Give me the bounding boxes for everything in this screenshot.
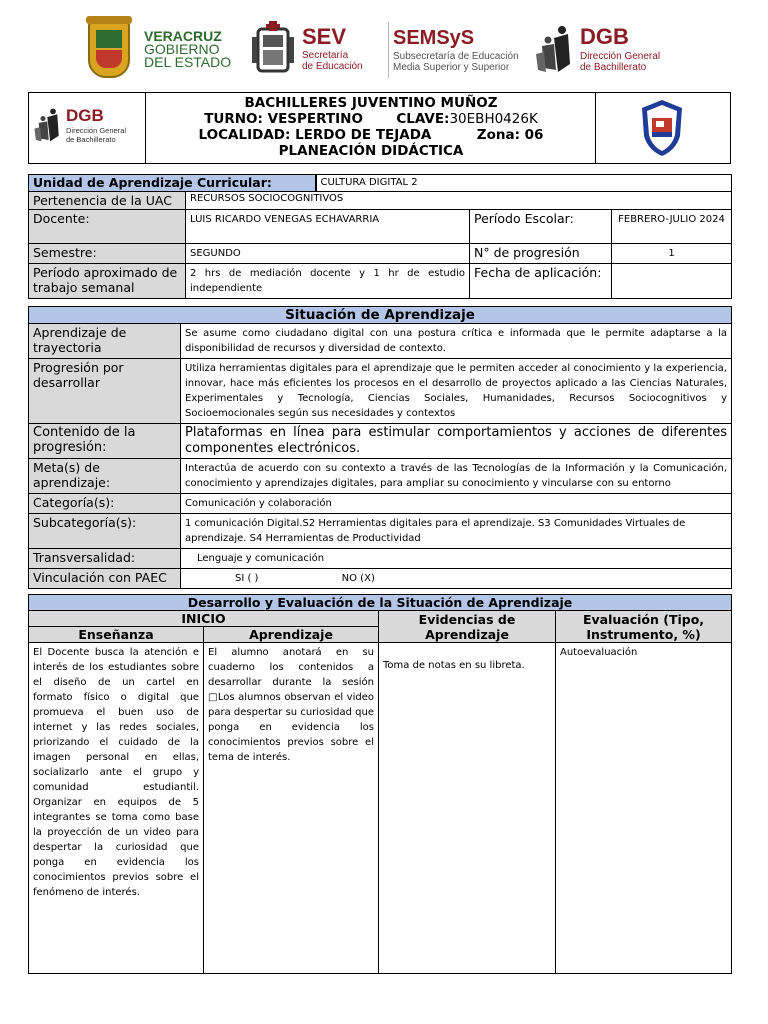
situacion-label: Vinculación con PAEC [29, 569, 181, 589]
unidad-value: CULTURA DIGITAL 2 [316, 175, 732, 192]
situacion-row [29, 569, 732, 589]
situacion-label: Contenido de la progresión: [29, 424, 181, 459]
semestre-row [29, 244, 732, 264]
situacion-row [29, 494, 732, 514]
inicio-header: INICIO [29, 611, 379, 627]
evaluacion-header: Evaluación (Tipo, Instrumento, %) [556, 611, 732, 643]
trabajo-row [29, 264, 732, 299]
situacion-row [29, 424, 732, 459]
semsys-line1: Subsecretaría de Educación [393, 50, 519, 62]
turno-clave-line [147, 111, 595, 127]
school-header [28, 92, 731, 164]
situacion-row [29, 359, 732, 424]
situacion-label: Aprendizaje de trayectoria [29, 324, 181, 359]
paec-si: SI ( ) [235, 573, 259, 584]
situacion-label: Subcategoría(s): [29, 514, 181, 549]
situacion-row [29, 514, 732, 549]
progresion-value: 1 [612, 244, 732, 264]
situacion-value: Utiliza herramientas digitales para el aprendizaje que le permiten acceder al conocimiento y la experiencia, innovar, hace más eficientes los procesos en el desarrollo de proyectos aplicado a las Ciencias Naturales, Experimentales y Tecnología, Ciencias Sociales, Humanidades, Recursos Sociocognitivos y Socioemocionales según sus necesidades y contextos [181, 359, 732, 424]
semsys-title: SEMSyS [393, 26, 475, 49]
general-info-table [28, 174, 732, 299]
pertenencia-value: RECURSOS SOCIOCOGNITIVOS [186, 192, 732, 210]
situacion-row [29, 324, 732, 359]
header-dgb-line1: Dirección General [66, 125, 127, 135]
docente-row [29, 210, 732, 244]
situacion-row [29, 549, 732, 569]
aprendizaje-text: El alumno anotará en su cuaderno los contenidos a desarrollar durante la sesión □Los alumnos observan el video para despertar su curiosidad que ponga en evidencia los conocimientos previos sobre el tema de interés. [204, 643, 379, 974]
situacion-value: Lenguaje y comunicación [181, 549, 732, 569]
semsys-line2: Media Superior y Superior [393, 61, 510, 73]
unidad-label: Unidad de Aprendizaje Curricular: [29, 175, 316, 192]
evidencias-header: Evidencias de Aprendizaje [379, 611, 556, 643]
veracruz-shield-icon [88, 20, 130, 78]
document-title: PLANEACIÓN DIDÁCTICA [278, 143, 464, 159]
dgb-figures-icon [33, 105, 63, 145]
ensenanza-header: Enseñanza [29, 627, 204, 643]
header-dgb-title: DGB [66, 105, 104, 125]
situacion-label: Categoría(s): [29, 494, 181, 514]
logo-banner [88, 14, 676, 84]
periodo-value: FEBRERO-JULIO 2024 [612, 210, 732, 244]
desarrollo-table [28, 594, 732, 974]
trabajo-label: Período aproximado de trabajo semanal [29, 264, 186, 299]
situacion-title: Situación de Aprendizaje [29, 307, 732, 324]
semsys-logo [388, 22, 519, 78]
semestre-label: Semestre: [29, 244, 186, 264]
veracruz-line2: GOBIERNO [144, 40, 220, 57]
sev-line2: de Educación [302, 61, 363, 72]
dgb-banner-logo [534, 14, 660, 84]
zona-label: Zona: 06 [476, 127, 544, 143]
paec-value [181, 569, 732, 589]
localidad-label: LOCALIDAD: LERDO DE TEJADA [198, 127, 432, 143]
sev-emblem-icon [250, 19, 296, 79]
docente-label: Docente: [29, 210, 186, 244]
situacion-label: Progresión por desarrollar [29, 359, 181, 424]
clave-label: CLAVE: [396, 111, 450, 127]
clave-value: 30EBH0426K [449, 111, 538, 127]
semestre-value: SEGUNDO [186, 244, 470, 264]
veracruz-line1: VERACRUZ [144, 27, 222, 44]
sev-title: SEV [302, 24, 347, 49]
header-text [147, 93, 595, 163]
situacion-row [29, 459, 732, 494]
periodo-label: Período Escolar: [470, 210, 612, 244]
evidencias-text: Toma de notas en su libreta. [379, 643, 556, 974]
sev-line1: Secretaría [302, 50, 349, 61]
paec-no: NO (X) [341, 573, 375, 584]
localidad-zona-line [147, 127, 595, 143]
situacion-label: Meta(s) de aprendizaje: [29, 459, 181, 494]
evaluacion-text: Autoevaluación [556, 643, 732, 974]
inicio-row [29, 611, 732, 627]
dgb-banner-line1: Dirección General [580, 50, 661, 62]
docente-value: LUIS RICARDO VENEGAS ECHAVARRIA [186, 210, 470, 244]
ensenanza-text: El Docente busca la atención e interés de los estudiantes sobre el diseño de un cartel en formato físico o digital que promueva el buen uso de internet y las redes sociales, priorizando el cuidado de la imagen personal en ellas, socializarlo ante el grupo y comunidad estudiantil. Organizar en equipos de 5 integrantes se toma como base la proyección de un video para despertar la curiosidad que ponga en evidencia los conocimientos previos sobre el fenómeno de interés. [29, 643, 204, 974]
progresion-label: N° de progresión [470, 244, 612, 264]
veracruz-logo [88, 14, 231, 84]
desarrollo-title-row [29, 595, 732, 611]
situacion-value: Comunicación y colaboración [181, 494, 732, 514]
situacion-value: Interactúa de acuerdo con su contexto a través de las Tecnologías de la Información y la Comunicación, conocimiento y aprendizajes digitales, para ampliar su conocimiento y vincularse con su entorno [181, 459, 732, 494]
turno-label: TURNO: VESPERTINO [204, 111, 363, 127]
pertenencia-label: Pertenencia de la UAC [29, 192, 186, 210]
school-crest [595, 93, 730, 163]
dgb-banner-line2: de Bachillerato [580, 61, 647, 73]
situacion-value: Plataformas en línea para estimular comportamientos y acciones de diferentes componentes electrónicos. [181, 424, 732, 459]
situacion-title-row [29, 307, 732, 324]
dgb-banner-title: DGB [580, 23, 629, 49]
situacion-value: 1 comunicación Digital.S2 Herramientas digitales para el aprendizaje. S3 Comunidades Virtuales de aprendizaje. S4 Herramientas de Productividad [181, 514, 732, 549]
veracruz-line3: DEL ESTADO [144, 53, 232, 70]
desarrollo-title: Desarrollo y Evaluación de la Situación de Aprendizaje [29, 595, 732, 611]
header-dgb-logo [29, 93, 146, 163]
fecha-value [612, 264, 732, 299]
situacion-label: Transversalidad: [29, 549, 181, 569]
header-dgb-line2: de Bachillerato [66, 134, 116, 144]
trabajo-value: 2 hrs de mediación docente y 1 hr de estudio independiente [186, 264, 470, 299]
situacion-table [28, 306, 732, 589]
aprendizaje-header: Aprendizaje [204, 627, 379, 643]
school-name: BACHILLERES JUVENTINO MUÑOZ [244, 95, 498, 111]
situacion-value: Se asume como ciudadano digital con una postura crítica e informada que le permite adaptarse a la disponibilidad de recursos y diversidad de contexto. [181, 324, 732, 359]
school-crest-icon [638, 98, 686, 158]
dgb-figures-icon [534, 24, 576, 74]
fecha-label: Fecha de aplicación: [470, 264, 612, 299]
unidad-row [29, 175, 732, 192]
sev-logo [250, 14, 363, 84]
pertenencia-row [29, 192, 732, 210]
desarrollo-content-row [29, 643, 732, 974]
